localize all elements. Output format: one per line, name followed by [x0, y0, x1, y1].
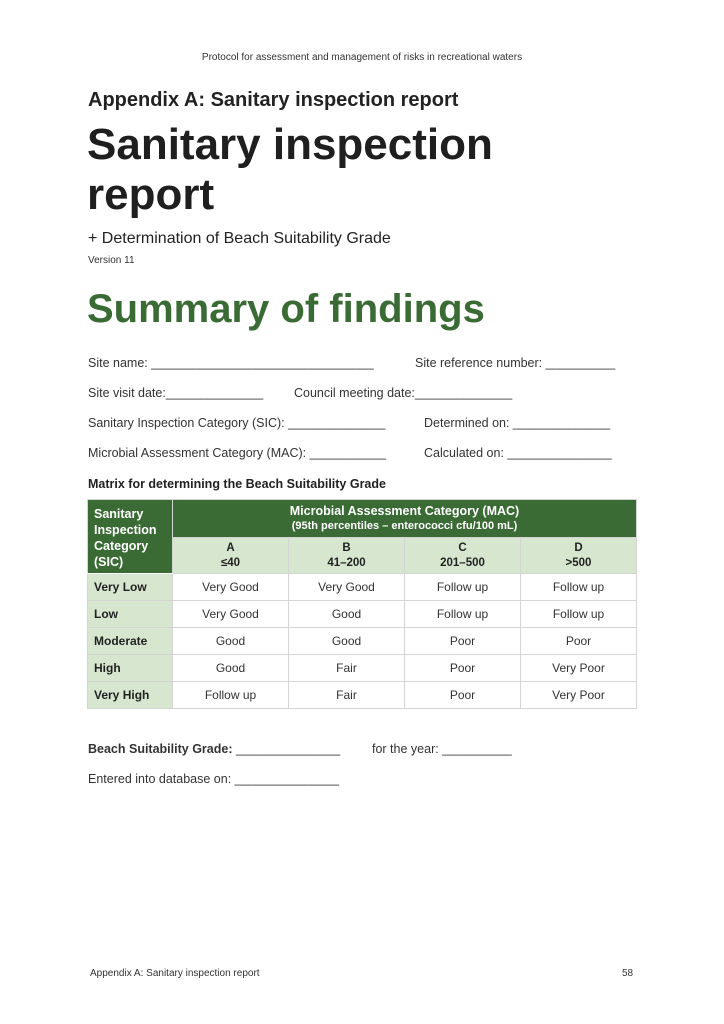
- column-letter: B: [342, 541, 351, 554]
- table-cell: Very Good: [289, 574, 405, 601]
- page-title: Sanitary inspection report: [87, 120, 493, 219]
- table-cell: Very Poor: [521, 655, 637, 682]
- grade-blank: _______________: [232, 742, 341, 756]
- table-cell: Good: [289, 601, 405, 628]
- table-cell: Very Good: [173, 601, 289, 628]
- table-row: [88, 574, 637, 601]
- section-title: Summary of findings: [87, 287, 485, 331]
- table-cell: Poor: [405, 682, 521, 709]
- table-cell: Very Good: [173, 574, 289, 601]
- column-range: 41–200: [327, 556, 366, 569]
- mac-header-title: Microbial Assessment Category (MAC): [289, 503, 520, 518]
- table-cell: Follow up: [405, 574, 521, 601]
- column-range: >500: [565, 556, 592, 569]
- row-label: High: [88, 655, 173, 682]
- table-cell: Good: [173, 655, 289, 682]
- table-cell: Good: [173, 628, 289, 655]
- mac-header-subtitle: (95th percentiles – enterococci cfu/100 mL): [291, 519, 518, 532]
- row-label: Low: [88, 601, 173, 628]
- table-cell: Poor: [405, 628, 521, 655]
- table-cell: Fair: [289, 655, 405, 682]
- footer-title: Appendix A: Sanitary inspection report: [90, 968, 260, 979]
- determined-on-field: Determined on: ______________: [424, 416, 611, 430]
- column-letter: D: [574, 541, 583, 554]
- row-label: Moderate: [88, 628, 173, 655]
- table-row: [88, 601, 637, 628]
- calculated-on-field: Calculated on: _______________: [424, 446, 612, 460]
- table-cell: Poor: [405, 655, 521, 682]
- row-label: Very High: [88, 682, 173, 709]
- appendix-heading: Appendix A: Sanitary inspection report: [88, 89, 459, 111]
- column-header-c: [405, 538, 521, 574]
- mac-field: Microbial Assessment Category (MAC): ___________: [88, 446, 387, 460]
- row-label: Very Low: [88, 574, 173, 601]
- council-meeting-date-field: Council meeting date:______________: [294, 386, 513, 400]
- site-reference-field: Site reference number: __________: [415, 356, 616, 370]
- running-header: Protocol for assessment and management of risks in recreational waters: [201, 52, 523, 63]
- table-cell: Poor: [521, 628, 637, 655]
- table-cell: Follow up: [521, 574, 637, 601]
- grade-year-field: for the year: __________: [372, 742, 512, 756]
- table-cell: Good: [289, 628, 405, 655]
- mac-header: [173, 500, 637, 538]
- grade-label: Beach Suitability Grade:: [88, 742, 233, 756]
- version-label: Version 11: [88, 255, 135, 266]
- grade-field: [88, 742, 340, 756]
- table-row: [88, 628, 637, 655]
- column-letter: A: [226, 541, 235, 554]
- column-header-b: [289, 538, 405, 574]
- column-range: 201–500: [440, 556, 485, 569]
- sic-header: Sanitary Inspection Category (SIC): [88, 500, 173, 574]
- site-name-field: Site name: ________________________________: [88, 356, 374, 370]
- table-row: [88, 655, 637, 682]
- entered-into-database-field: Entered into database on: _______________: [88, 772, 339, 786]
- column-header-a: [173, 538, 289, 574]
- matrix-title: Matrix for determining the Beach Suitability Grade: [88, 477, 386, 491]
- suitability-matrix: [87, 499, 637, 709]
- page-number: 58: [622, 968, 634, 979]
- table-cell: Follow up: [173, 682, 289, 709]
- table-row: [88, 682, 637, 709]
- column-range: ≤40: [220, 556, 241, 569]
- table-cell: Very Poor: [521, 682, 637, 709]
- column-letter: C: [458, 541, 467, 554]
- table-cell: Fair: [289, 682, 405, 709]
- table-cell: Follow up: [521, 601, 637, 628]
- site-visit-date-field: Site visit date:______________: [88, 386, 264, 400]
- column-header-d: [521, 538, 637, 574]
- table-cell: Follow up: [405, 601, 521, 628]
- sic-field: Sanitary Inspection Category (SIC): ______________: [88, 416, 386, 430]
- subtitle: + Determination of Beach Suitability Grade: [88, 230, 391, 247]
